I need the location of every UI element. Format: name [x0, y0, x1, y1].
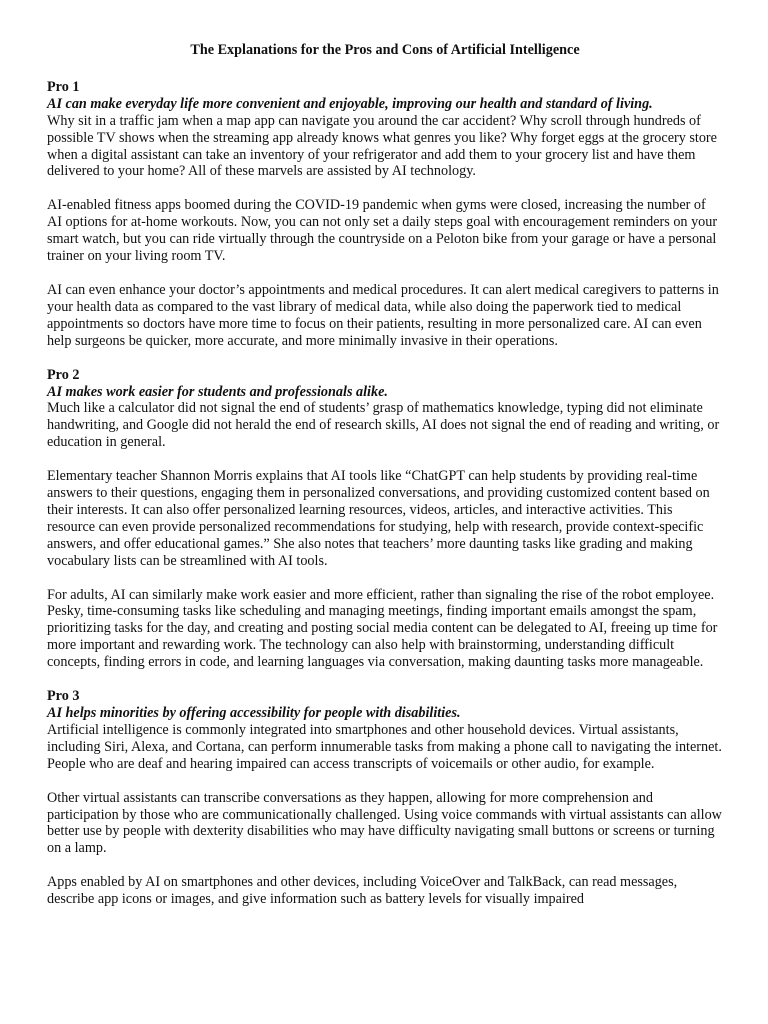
- paragraph: AI-enabled fitness apps boomed during the COVID-19 pandemic when gyms were closed, increasing the number of AI options for at-home workouts. Now, you can not only set a daily steps goal with encouragement reminders on your smart watch, but you can ride virtually through the countryside on a Peloton bike from your garage or have a personal trainer on your living room TV.: [47, 197, 718, 265]
- paragraph: For adults, AI can similarly make work easier and more efficient, rather than signaling the rise of the robot employee. Pesky, time-consuming tasks like scheduling and managing meetings, finding important emails amongst the spam, prioritizing tasks for the day, and creating and posting social media content can be delegated to AI, freeing up time for more important and rewarding work. The technology can also help with brainstorming, understanding difficult concepts, finding errors in code, and learning languages via conversation, making daunting tasks more manageable.: [47, 586, 718, 671]
- paragraph: Other virtual assistants can transcribe conversations as they happen, allowing for more comprehension and participation by those who are communicationally challenged. Using voice commands with virtual assistants can allow better use by people with dexterity disabilities who may have difficulty navigating small buttons or screens or turning on a lamp.: [47, 789, 722, 857]
- section-heading: Pro 2: [47, 366, 80, 383]
- paragraph: Artificial intelligence is commonly integrated into smartphones and other household devices. Virtual assistants, including Siri, Alexa, and Cortana, can perform innumerable tasks from making a phone call to navigating the internet. People who are deaf and hearing impaired can access transcripts of voicemails or other audio, for example.: [47, 721, 722, 772]
- section-pro-2: [47, 367, 723, 672]
- section-heading: Pro 3: [47, 688, 80, 705]
- document-page: [47, 42, 723, 925]
- paragraph: Much like a calculator did not signal the end of students’ grasp of mathematics knowledge, typing did not eliminate handwriting, and Google did not herald the end of research skills, AI does not signal the end of reading and writing, or education in general.: [47, 400, 720, 451]
- section-subheading: AI can make everyday life more convenient and enjoyable, improving our health and standard of living.: [47, 95, 653, 112]
- paragraph: Apps enabled by AI on smartphones and other devices, including VoiceOver and TalkBack, can read messages, describe app icons or images, and give information such as battery levels for visually impaired: [47, 874, 678, 908]
- section-pro-3: [47, 688, 723, 908]
- paragraph: Why sit in a traffic jam when a map app can navigate you around the car accident? Why scroll through hundreds of possible TV shows when the streaming app already knows what genres you like? Why forget eggs at the grocery store when a digital assistant can take an inventory of your refrigerator and add them to your grocery list and have them delivered to your home? All of these marvels are assisted by AI technology.: [47, 112, 717, 180]
- section-heading: Pro 1: [47, 78, 80, 95]
- section-subheading: AI makes work easier for students and professionals alike.: [47, 383, 388, 400]
- section-subheading: AI helps minorities by offering accessibility for people with disabilities.: [47, 705, 461, 721]
- section-pro-1: [47, 79, 723, 350]
- document-title: The Explanations for the Pros and Cons of Artificial Intelligence: [190, 42, 580, 58]
- paragraph: AI can even enhance your doctor’s appointments and medical procedures. It can alert medical caregivers to patterns in your health data as compared to the vast library of medical data, while also doing the paperwork tied to medical appointments so doctors have more time to focus on their patients, resulting in more personalized care. AI can even help surgeons be quicker, more accurate, and more minimally invasive in their operations.: [47, 281, 719, 349]
- paragraph: Elementary teacher Shannon Morris explains that AI tools like “ChatGPT can help students by providing real-time answers to their questions, engaging them in personalized conversations, and providing customized content based on their interests. It can also offer personalized learning resources, videos, articles, and interactive activities. This resource can even provide personalized recommendations for studying, help with research, provide context-specific answers, and offer educational games.” She also notes that teachers’ more daunting tasks like grading and making vocabulary lists can be streamlined with AI tools.: [47, 468, 710, 569]
